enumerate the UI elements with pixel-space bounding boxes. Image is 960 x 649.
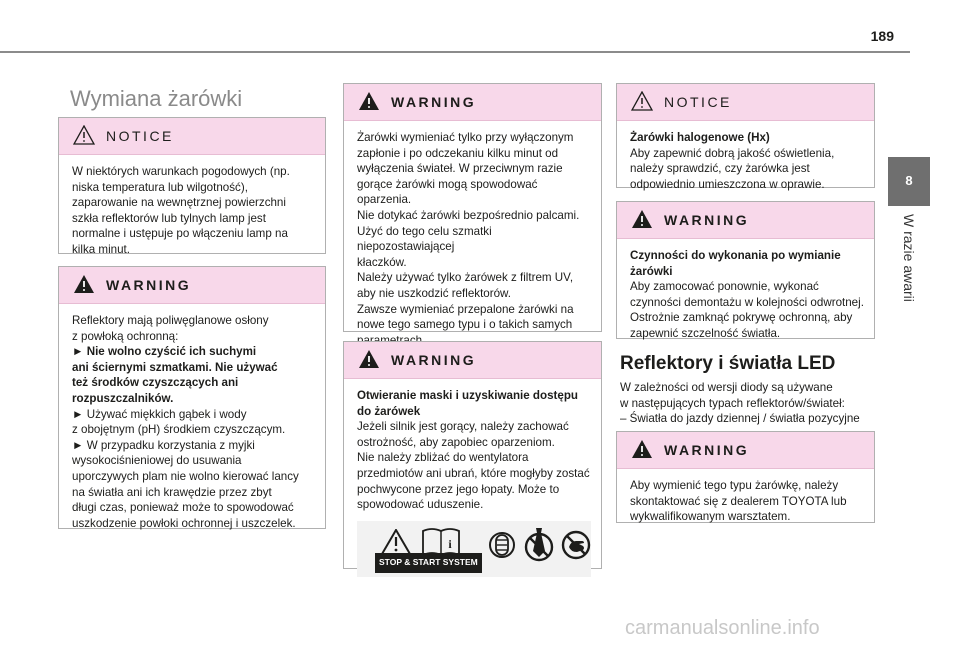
warning-heading: WARNING xyxy=(664,442,750,458)
chapter-number: 8 xyxy=(905,173,913,188)
page-number: 189 xyxy=(870,28,894,44)
warning-triangle-icon xyxy=(358,349,380,369)
warning-triangle-icon xyxy=(358,91,380,111)
watermark: carmanualsonline.info xyxy=(625,617,820,639)
led-intro-paragraph: W zależności od wersji diody są używane w następujących typach reflektorów/świateł: – Światła do jazdy dziennej / światła pozycyjne xyxy=(620,381,860,426)
warning-triangle-icon xyxy=(631,439,653,459)
warning-box-after-replacement xyxy=(616,201,875,339)
warning-text: Czynności do wykonania po wymianie żarówki Aby zamocować ponownie, wykonać czynności demontażu w kolejności odwrotnej. Ostrożnie zamknąć pokrywę ochronną, aby zapewnić szczelność światła. xyxy=(630,249,864,340)
warning-box-bonnet xyxy=(343,341,602,569)
warning-text: Aby wymienić tego typu żarówkę, należy skontaktować się z dealerem TOYOTA lub wykwalifikowanym warsztatem. xyxy=(630,479,847,524)
warning-heading: WARNING xyxy=(391,94,477,110)
notice-heading: NOTICE xyxy=(106,128,174,144)
warning-box-bulb-replacement xyxy=(343,83,602,332)
warning-box-led-dealer xyxy=(616,431,875,523)
warning-text: Otwieranie maski i uzyskiwanie dostępu do żarówek Jeżeli silnik jest gorący, należy zachować ostrożność, aby zapobiec oparzeniom. Nie należy zbliżać do wentylatora przedmiotów ani ubrań, które mogłyby zostać pochwycone przez jego łopaty. Może to spowodować uduszenie. i STOP & START SYSTEM xyxy=(344,379,601,577)
svg-text:i: i xyxy=(448,536,452,551)
warning-triangle-icon xyxy=(73,274,95,294)
notice-triangle-icon xyxy=(631,91,653,111)
chapter-title: W razie awarii xyxy=(901,214,917,302)
warning-heading: WARNING xyxy=(391,352,477,368)
warning-triangle-icon xyxy=(631,209,653,229)
coil-hazard-icon xyxy=(487,527,517,563)
notice-triangle-icon xyxy=(73,125,95,145)
danger-triangle-icon xyxy=(381,529,411,555)
no-tie-icon xyxy=(523,525,555,565)
section-title-led: Reflektory i światła LED xyxy=(620,353,836,374)
warning-heading: WARNING xyxy=(106,277,192,293)
warning-text: Żarówki wymieniać tylko przy wyłączonym zapłonie i po odczekaniu kilku minut od wyłączenia świateł. W przeciwnym razie gorące żarówki mogą spowodować oparzenia. Nie dotykać żarówki bezpośrednio palcami. Użyć do tego celu szmatki niepozostawiającej kłaczków. Należy używać tylko żarówek z filtrem UV, aby nie uszkodzić reflektorów. Zawsze wymieniać przepalone żarówki na nowe tego samego typu i o takich samych xyxy=(357,131,580,332)
warning-box-polycarbonate xyxy=(58,266,326,529)
notice-box-condensation xyxy=(58,117,326,254)
stop-start-label: STOP & START SYSTEM xyxy=(375,553,482,573)
notice-text: W niektórych warunkach pogodowych (np. niska temperatura lub wilgotność), zaparowanie na wewnętrznej powierzchni szkła reflektorów lub tylnych lamp jest normalne i ustępuje po włączeniu lamp na kilka minut. xyxy=(72,165,290,256)
notice-text: Żarówki halogenowe (Hx) Aby zapewnić dobrą jakość oświetlenia, należy sprawdzić, czy żarówka jest odpowiednio umieszczona w oprawie. xyxy=(630,131,835,191)
notice-heading: NOTICE xyxy=(664,94,732,110)
chapter-tab[interactable] xyxy=(888,157,930,206)
no-hand-icon xyxy=(561,529,591,561)
page-title: Wymiana żarówki xyxy=(70,86,243,111)
header-rule xyxy=(0,51,910,53)
safety-pictograms xyxy=(357,521,591,577)
warning-text: Reflektory mają poliwęglanowe osłony z powłoką ochronną: ► Nie wolno czyścić ich suchymi ani ściernymi szmatkami. Nie używać też środków czyszczących ani rozpuszczalników. ► Używać miękkich gąbek i wody z obojętnym (pH) środkiem czyszczącym. ► W przypadku korzystania z myjki wysokociśnieniowej do usuwania uporczywych plam nie wolno kierować lancy na światła ani ich krawędzie przez zbyt długi czas, ponieważ może to spowodować uszkodzenie powłoki ochronnej i uszczelek. xyxy=(72,314,299,530)
notice-box-halogen xyxy=(616,83,875,191)
warning-heading: WARNING xyxy=(664,212,750,228)
